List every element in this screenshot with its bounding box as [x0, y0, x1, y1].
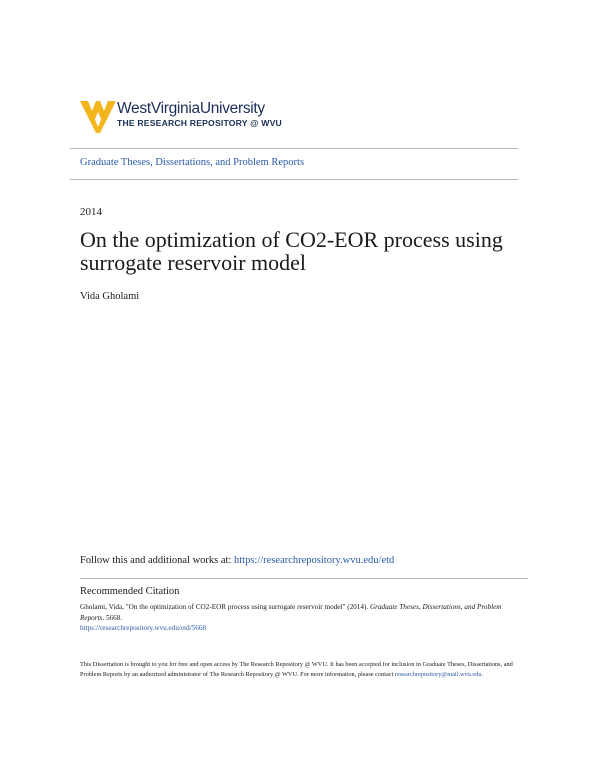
header-divider-top: [70, 148, 518, 149]
citation-heading: Recommended Citation: [80, 586, 180, 597]
access-notice: [80, 660, 525, 680]
header-divider-bottom: [70, 179, 518, 180]
citation-url-link[interactable]: https://researchrepository.wvu.edu/etd/5668: [80, 624, 207, 632]
citation-main: Gholami, Vida, "On the optimization of CO2-EOR process using surrogate reservoir model" (2014).: [80, 603, 370, 611]
contact-email-link[interactable]: researchrepository@mail.wvu.edu: [394, 671, 482, 678]
citation-text: [80, 602, 520, 634]
follow-line: [80, 555, 394, 566]
citation-series: Graduate Theses, Dissertations, and Problem Reports: [80, 603, 502, 622]
wvu-logo[interactable]: [80, 99, 310, 135]
repository-name: THE RESEARCH REPOSITORY @ WVU: [117, 118, 282, 128]
follow-prefix: Follow this and additional works at:: [80, 555, 234, 566]
publication-year: 2014: [80, 206, 102, 218]
follow-url-link[interactable]: https://researchrepository.wvu.edu/etd: [234, 555, 395, 566]
university-name: WestVirginiaUniversity: [117, 100, 265, 117]
author-name: Vida Gholami: [80, 291, 140, 302]
citation-divider: [80, 578, 528, 579]
collection-link[interactable]: Graduate Theses, Dissertations, and Problem Reports: [80, 157, 305, 168]
citation-number: . 5668.: [102, 613, 123, 622]
notice-suffix: .: [481, 671, 484, 678]
flying-wv-logo-icon: [80, 99, 116, 133]
document-title: On the optimization of CO2-EOR process using surrogate reservoir model: [80, 227, 503, 275]
notice-text: This Dissertation is brought to you for free and open access by The Research Repository @ WVU. It has been accepted for inclusion in Graduate Theses, Dissertations, and Problem Reports by an authorized administrator of The Research Repository @ WVU. For more information, please contact: [80, 661, 513, 678]
